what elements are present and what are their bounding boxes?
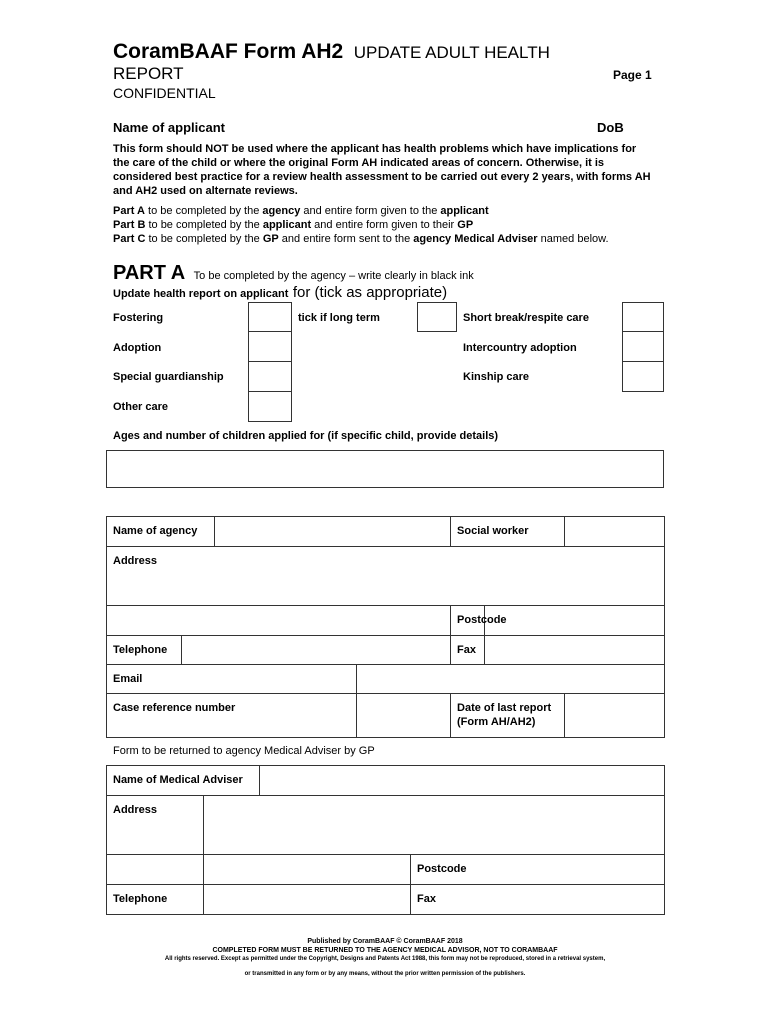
- form-subtitle: UPDATE ADULT HEALTH: [353, 43, 550, 62]
- form-header: [113, 40, 550, 64]
- option-adoption: Adoption: [113, 342, 162, 354]
- name-of-agency-input[interactable]: [215, 517, 451, 547]
- other-care-checkbox[interactable]: [248, 391, 292, 422]
- confidential-label: CONFIDENTIAL: [113, 85, 216, 101]
- form-title: CoramBAAF Form AH2: [113, 40, 344, 63]
- adviser-telephone-input[interactable]: [204, 885, 411, 915]
- tick-note: for (tick as appropriate): [292, 284, 448, 301]
- option-special-guardianship: Special guardianship: [113, 371, 224, 383]
- special-guardianship-checkbox[interactable]: [248, 361, 292, 392]
- short-break-checkbox[interactable]: [622, 302, 664, 332]
- intercountry-checkbox[interactable]: [622, 331, 664, 362]
- dob-label: DoB: [597, 120, 624, 135]
- option-other-care: Other care: [113, 401, 169, 413]
- name-of-agency-label: Name of agency: [107, 517, 215, 547]
- option-fostering: Fostering: [113, 312, 164, 324]
- agency-postcode-label: Postcode: [451, 606, 485, 636]
- medical-adviser-name-label: Name of Medical Adviser: [107, 766, 260, 796]
- adviser-address-label: Address: [107, 796, 204, 855]
- agency-details-table: [106, 516, 665, 738]
- page-number: Page 1: [613, 68, 652, 82]
- adviser-blank-cell: [107, 855, 204, 885]
- return-note: Form to be returned to agency Medical Adviser by GP: [113, 745, 375, 757]
- adviser-address-line[interactable]: [204, 855, 411, 885]
- adviser-postcode-label: Postcode: [417, 863, 467, 875]
- date-last-report-input[interactable]: [565, 694, 665, 738]
- parts-info: [113, 204, 609, 246]
- ages-label: Ages and number of children applied for (if specific child, provide details): [113, 430, 499, 442]
- intro-text: This form should NOT be used where the applicant has health problems which have implications for the care of the child or where the original Form AH indicated areas of concern. Otherwise, it is considered best practice for a review health assessment to be carried out every 2 years, with forms AH and AH2 used on alternate reviews.: [113, 143, 651, 197]
- footer-published: Published by CoramBAAF © CoramBAAF 2018: [307, 938, 463, 945]
- footer-rights: All rights reserved. Except as permitted under the Copyright, Designs and Patents Act 1988, this form may not be reproduced, stored in a retrieval system,: [164, 956, 606, 962]
- agency-address-field[interactable]: [107, 547, 665, 606]
- applicant-name-label: Name of applicant: [113, 120, 225, 135]
- option-kinship-care: Kinship care: [463, 371, 530, 383]
- footer-permission: or transmitted in any form or by any means, without the prior written permission of the publishers.: [244, 971, 526, 977]
- adviser-telephone-label: Telephone: [107, 885, 204, 915]
- kinship-checkbox[interactable]: [622, 361, 664, 392]
- option-intercountry-adoption: Intercountry adoption: [463, 342, 577, 354]
- part-c-info: Part C to be completed by the GP and entire form sent to the agency Medical Adviser named below.: [113, 233, 609, 245]
- fostering-checkbox[interactable]: [248, 302, 292, 332]
- social-worker-label: Social worker: [451, 517, 565, 547]
- part-a-info: Part A to be completed by the agency and entire form given to the applicant: [113, 205, 489, 217]
- medical-adviser-table: [106, 765, 665, 915]
- agency-fax-label: Fax: [451, 636, 485, 665]
- update-row: [113, 284, 447, 302]
- adoption-checkbox[interactable]: [248, 331, 292, 362]
- part-a-heading-row: [113, 262, 474, 285]
- part-a-instruction: To be completed by the agency – write clearly in black ink: [193, 270, 474, 282]
- agency-address-line[interactable]: [107, 606, 451, 636]
- agency-address-label: Address: [113, 555, 158, 567]
- adviser-fax-label: Fax: [417, 893, 436, 905]
- footer-return-notice: COMPLETED FORM MUST BE RETURNED TO THE AGENCY MEDICAL ADVISOR, NOT TO CORAMBAAF: [212, 947, 558, 954]
- agency-fax-input[interactable]: [485, 636, 665, 665]
- long-term-label: tick if long term: [298, 312, 380, 324]
- update-label: Update health report on applicant: [113, 288, 289, 300]
- adviser-postcode-field[interactable]: [411, 855, 665, 885]
- medical-adviser-name-input[interactable]: [260, 766, 665, 796]
- agency-telephone-label: Telephone: [107, 636, 182, 665]
- case-reference-input[interactable]: [357, 694, 451, 738]
- ages-input[interactable]: [106, 450, 664, 488]
- option-short-break: Short break/respite care: [463, 312, 589, 324]
- social-worker-input[interactable]: [565, 517, 665, 547]
- agency-telephone-input[interactable]: [182, 636, 451, 665]
- adviser-address-input[interactable]: [204, 796, 665, 855]
- case-reference-label: Case reference number: [107, 694, 357, 738]
- agency-postcode-input[interactable]: [485, 606, 665, 636]
- part-b-info: Part B to be completed by the applicant and entire form given to their GP: [113, 219, 474, 231]
- form-subtitle-line2: REPORT: [113, 64, 184, 83]
- agency-email-input[interactable]: [357, 665, 665, 694]
- agency-email-label: Email: [107, 665, 357, 694]
- date-last-report-label: Date of last report (Form AH/AH2): [451, 694, 565, 738]
- adviser-fax-field[interactable]: [411, 885, 665, 915]
- part-a-heading: PART A: [113, 262, 186, 284]
- long-term-checkbox[interactable]: [417, 302, 457, 332]
